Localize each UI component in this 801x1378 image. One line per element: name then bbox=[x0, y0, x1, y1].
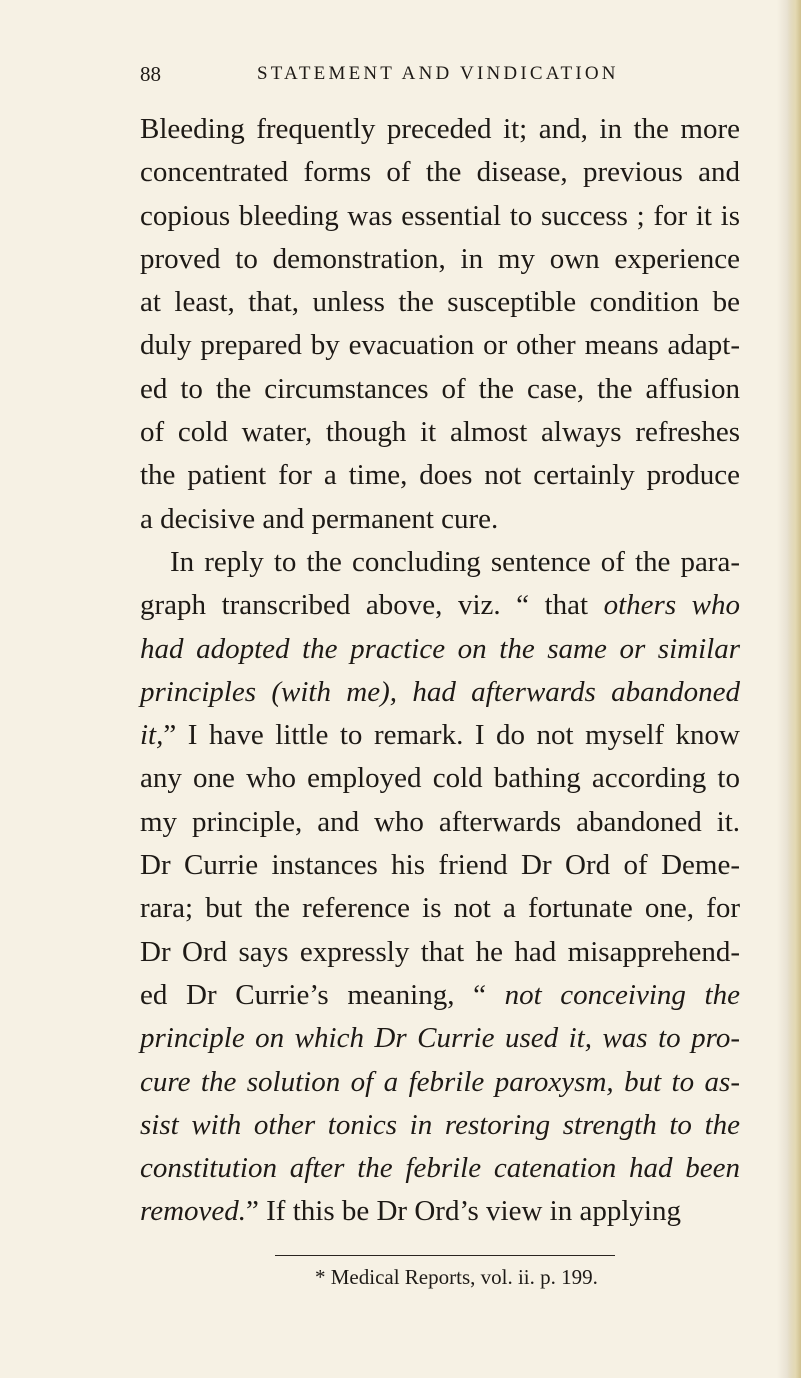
text-segment: ed to the circumstances of the case, the affusion bbox=[140, 372, 740, 405]
italic-text: removed. bbox=[140, 1195, 247, 1228]
italic-text: not conceiving the bbox=[504, 978, 740, 1011]
text-segment: a decisive and permanent cure. bbox=[140, 502, 499, 535]
text-line bbox=[140, 714, 740, 757]
text-line bbox=[140, 1104, 740, 1147]
text-line bbox=[140, 584, 740, 627]
text-line bbox=[140, 238, 740, 281]
text-segment: of cold water, though it almost always refreshes bbox=[140, 416, 740, 449]
text-line bbox=[140, 498, 740, 541]
text-line bbox=[140, 541, 740, 584]
italic-text: others who bbox=[603, 589, 741, 622]
italic-text: cure the solution of a febrile paroxysm, but to as- bbox=[140, 1065, 740, 1098]
text-segment: concentrated forms of the disease, previous and bbox=[140, 156, 740, 189]
text-line bbox=[140, 628, 740, 671]
text-line bbox=[140, 671, 740, 714]
text-line bbox=[140, 324, 740, 367]
text-line bbox=[140, 1061, 740, 1104]
italic-text: had adopted the practice on the same or similar bbox=[140, 632, 740, 665]
page-header bbox=[140, 62, 700, 96]
body-text bbox=[140, 108, 740, 1234]
text-line bbox=[140, 844, 740, 887]
text-line bbox=[140, 151, 740, 194]
text-segment: Dr Ord says expressly that he had misapprehend- bbox=[140, 935, 740, 968]
text-line bbox=[140, 281, 740, 324]
italic-text: constitution after the febrile catenation had been bbox=[140, 1152, 740, 1185]
text-segment: ” If this be Dr Ord’s view in applying bbox=[246, 1195, 681, 1228]
text-line bbox=[140, 801, 740, 844]
page-number: 88 bbox=[140, 62, 161, 86]
italic-text: sist with other tonics in restoring strength to the bbox=[140, 1108, 740, 1141]
text-segment: ” I have little to remark. I do not myself know bbox=[163, 719, 740, 752]
text-segment: graph transcribed above, viz. “ that bbox=[140, 589, 604, 622]
text-line bbox=[140, 757, 740, 800]
text-segment: copious bleeding was essential to success ; for it is bbox=[140, 199, 740, 232]
text-segment: Dr Currie instances his friend Dr Ord of Deme- bbox=[140, 849, 740, 882]
text-line bbox=[140, 368, 740, 411]
footnote: * Medical Reports, vol. ii. p. 199. bbox=[315, 1265, 598, 1289]
text-line bbox=[140, 887, 740, 930]
text-line bbox=[140, 454, 740, 497]
footnote-rule bbox=[275, 1255, 615, 1256]
text-segment: the patient for a time, does not certainly produce bbox=[140, 459, 740, 492]
text-line bbox=[140, 974, 740, 1017]
italic-text: it, bbox=[140, 719, 164, 752]
text-segment: Bleeding frequently preceded it; and, in the more bbox=[140, 113, 740, 145]
text-line bbox=[140, 931, 740, 974]
text-segment: In reply to the concluding sentence of the para- bbox=[170, 545, 740, 578]
text-segment: at least, that, unless the susceptible condition be bbox=[140, 286, 740, 319]
text-line bbox=[140, 1017, 740, 1060]
text-segment: proved to demonstration, in my own experience bbox=[140, 242, 740, 275]
text-line bbox=[140, 195, 740, 238]
page-edge-shadow bbox=[787, 0, 801, 1378]
text-line bbox=[140, 108, 740, 151]
italic-text: principles (with me), had afterwards abandoned bbox=[140, 675, 740, 708]
text-line bbox=[140, 1190, 740, 1233]
text-line bbox=[140, 411, 740, 454]
text-segment: rara; but the reference is not a fortunate one, for bbox=[140, 892, 740, 925]
text-segment: my principle, and who afterwards abandoned it. bbox=[140, 805, 740, 838]
text-segment: duly prepared by evacuation or other means adapt- bbox=[140, 329, 740, 362]
text-segment: any one who employed cold bathing according to bbox=[140, 762, 740, 795]
text-segment: ed Dr Currie’s meaning, “ bbox=[140, 978, 505, 1011]
running-head: STATEMENT AND VINDICATION bbox=[257, 63, 619, 84]
text-line bbox=[140, 1147, 740, 1190]
italic-text: principle on which Dr Currie used it, was to pro- bbox=[140, 1022, 740, 1055]
